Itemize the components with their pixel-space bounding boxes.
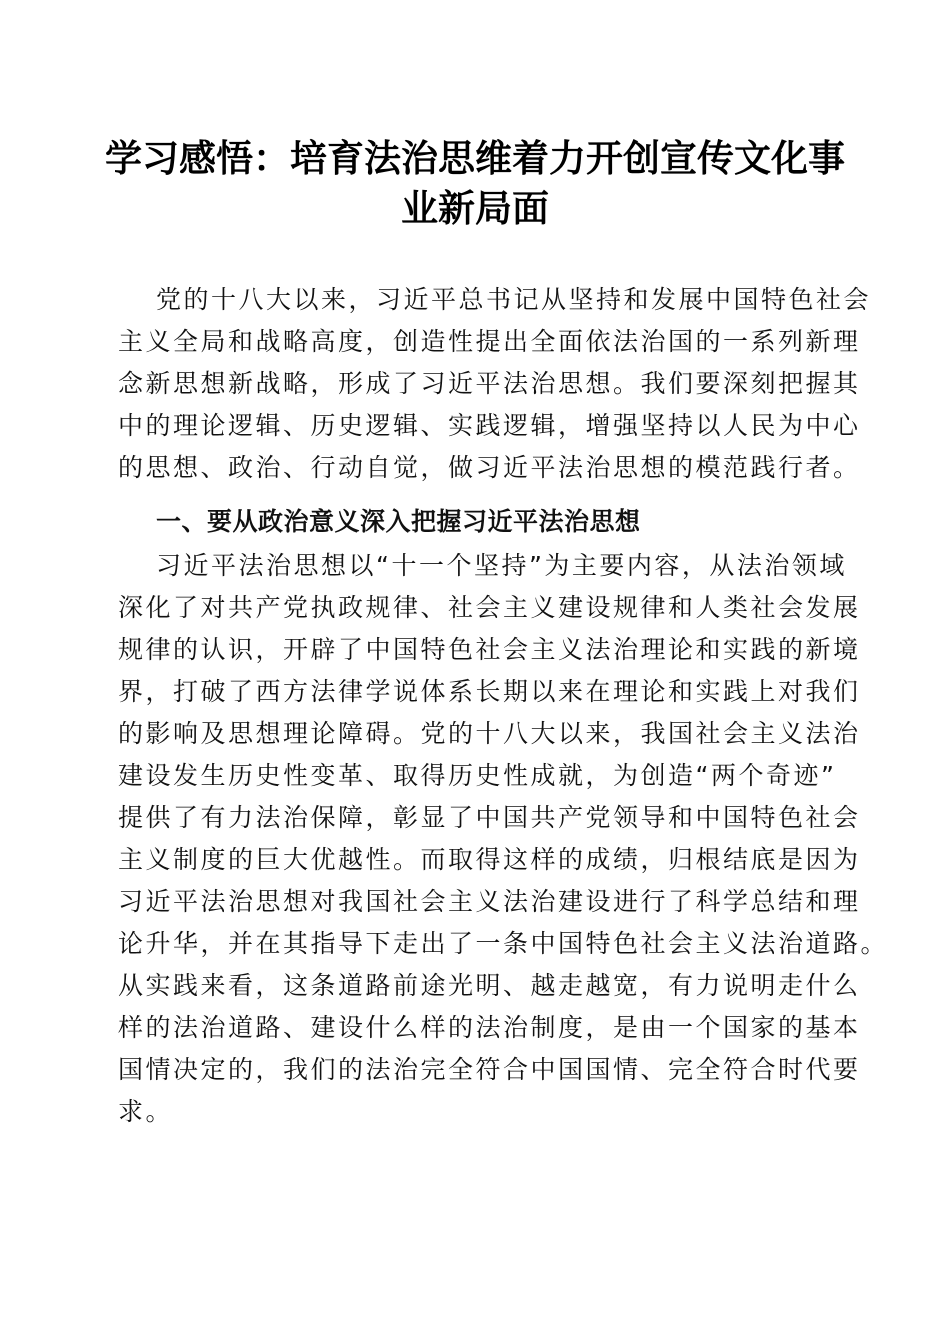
text-line: 样的法治道路、建设什么样的法治制度，是由一个国家的基本: [118, 1013, 861, 1042]
text-line: 论升华，并在其指导下走出了一条中国特色社会主义法治道路。: [118, 929, 889, 958]
text-line: 国情决定的，我们的法治完全符合中国国情、完全符合时代要: [118, 1055, 861, 1084]
text-line: 党的十八大以来，习近平总书记从坚持和发展中国特色社会: [156, 285, 872, 314]
section-heading: 一、要从政治意义深入把握习近平法治思想: [156, 507, 641, 536]
text-line: 中的理论逻辑、历史逻辑、实践逻辑，增强坚持以人民为中心: [118, 411, 861, 440]
title-line: 学习感悟：培育法治思维着力开创宣传文化事: [105, 136, 845, 180]
text-line: 规律的认识，开辟了中国特色社会主义法治理论和实践的新境: [118, 635, 861, 664]
text-line: 的影响及思想理论障碍。党的十八大以来，我国社会主义法治: [118, 719, 861, 748]
document-title: [100, 133, 850, 233]
title-line: 业新局面: [401, 186, 549, 230]
text-line: 求。: [118, 1097, 174, 1126]
text-line: 的思想、政治、行动自觉，做习近平法治思想的模范践行者。: [118, 453, 861, 482]
text-line: 习近平法治思想以“十一个坚持”为主要内容，从法治领域: [156, 551, 847, 580]
text-line: 主义制度的巨大优越性。而取得这样的成绩，归根结底是因为: [118, 845, 861, 874]
text-line: 从实践来看，这条道路前途光明、越走越宽，有力说明走什么: [118, 971, 861, 1000]
text-line: 建设发生历史性变革、取得历史性成就，为创造“两个奇迹”: [118, 761, 837, 790]
text-line: 念新思想新战略，形成了习近平法治思想。我们要深刻把握其: [118, 369, 861, 398]
text-line: 主义全局和战略高度，创造性提出全面依法治国的一系列新理: [118, 327, 861, 356]
text-line: 深化了对共产党执政规律、社会主义建设规律和人类社会发展: [118, 593, 861, 622]
text-line: 习近平法治思想对我国社会主义法治建设进行了科学总结和理: [118, 887, 861, 916]
text-line: 提供了有力法治保障，彰显了中国共产党领导和中国特色社会: [118, 803, 861, 832]
text-line: 界，打破了西方法律学说体系长期以来在理论和实践上对我们: [118, 677, 861, 706]
